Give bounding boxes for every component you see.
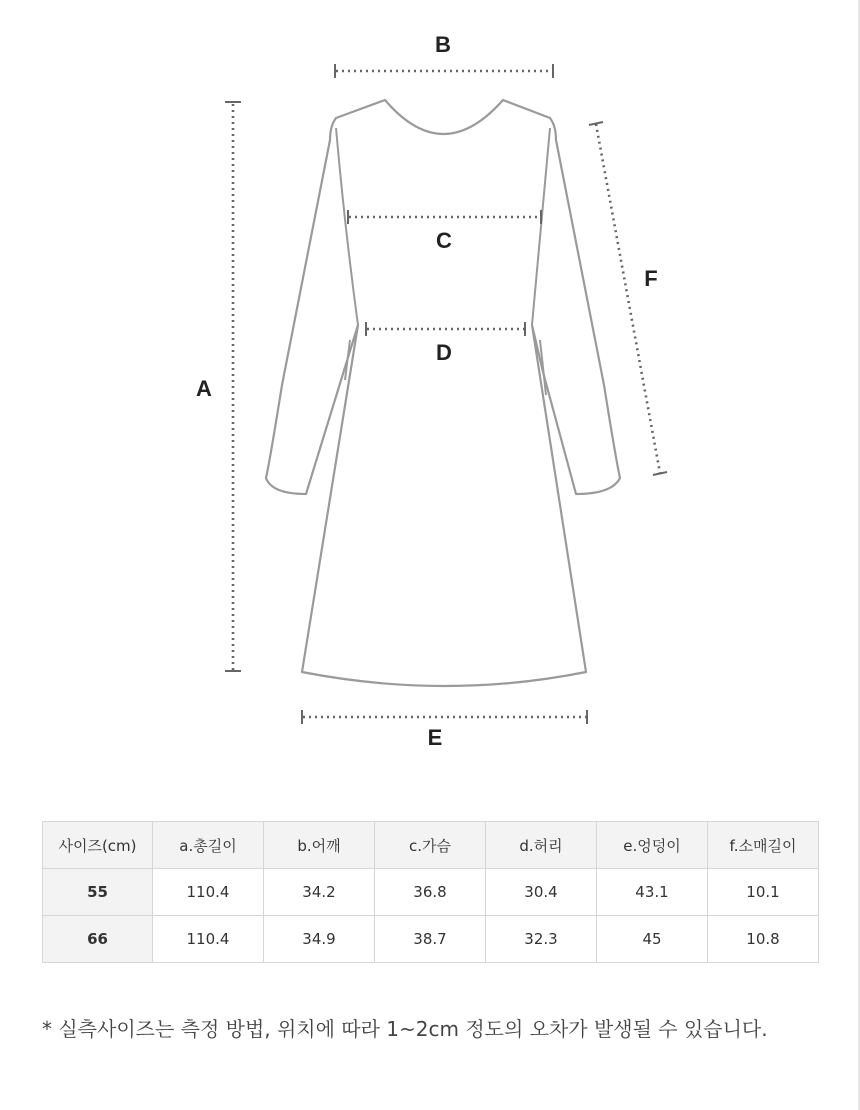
left-sleeve-seam	[336, 128, 358, 325]
table-cell: 32.3	[486, 916, 597, 963]
header-chest: c.가슴	[375, 822, 486, 869]
table-row	[43, 869, 819, 916]
label-e: E	[427, 725, 443, 750]
table-cell: 36.8	[375, 869, 486, 916]
table-cell: 45	[597, 916, 708, 963]
table-cell: 30.4	[486, 869, 597, 916]
label-c: C	[436, 228, 452, 253]
label-f: F	[644, 266, 658, 291]
table-cell: 110.4	[153, 869, 264, 916]
table-cell: 34.9	[264, 916, 375, 963]
dress-outline	[266, 100, 620, 686]
table-cell: 34.2	[264, 869, 375, 916]
table-cell: 55	[43, 869, 153, 916]
header-hip: e.엉덩이	[597, 822, 708, 869]
table-cell: 38.7	[375, 916, 486, 963]
label-d: D	[436, 340, 452, 365]
table-cell: 110.4	[153, 916, 264, 963]
header-waist: d.허리	[486, 822, 597, 869]
table-row	[43, 916, 819, 963]
measurement-note: * 실측사이즈는 측정 방법, 위치에 따라 1~2cm 정도의 오차가 발생될 수 있습니다.	[42, 1017, 768, 1041]
header-sleeve-length: f.소매길이	[708, 822, 819, 869]
size-table	[42, 821, 819, 963]
table-cell: 66	[43, 916, 153, 963]
header-size: 사이즈(cm)	[43, 822, 153, 869]
right-sleeve-seam	[532, 128, 550, 325]
label-b: B	[435, 32, 451, 57]
measure-line-f	[596, 124, 660, 473]
table-cell: 10.8	[708, 916, 819, 963]
table-cell: 43.1	[597, 869, 708, 916]
header-total-length: a.총길이	[153, 822, 264, 869]
label-a: A	[196, 376, 212, 401]
table-header-row	[43, 822, 819, 869]
header-shoulder: b.어깨	[264, 822, 375, 869]
table-cell: 10.1	[708, 869, 819, 916]
